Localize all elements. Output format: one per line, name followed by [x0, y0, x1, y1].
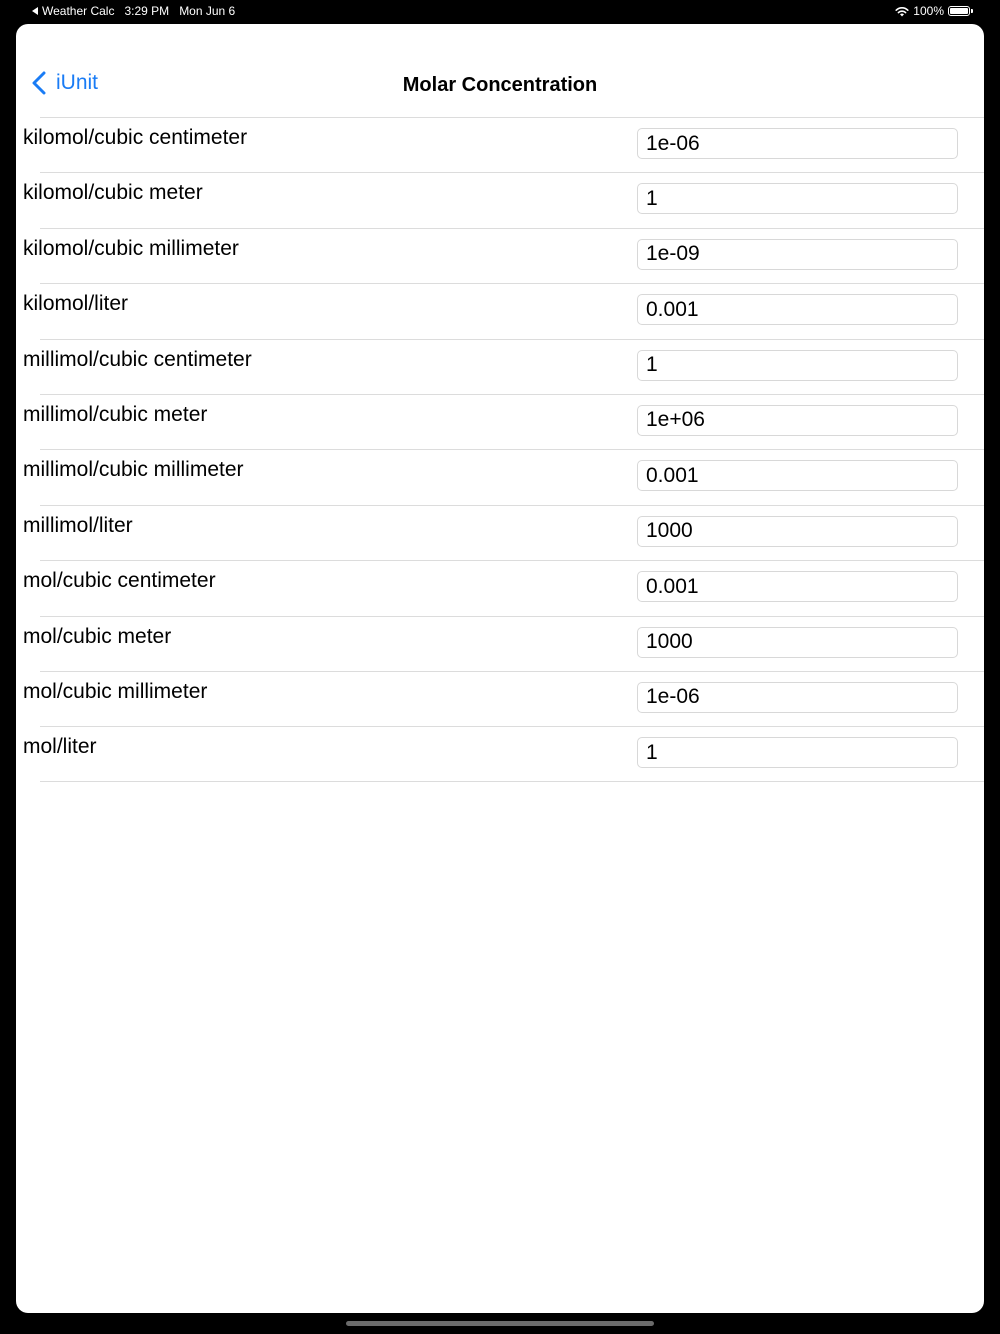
status-right [895, 4, 970, 18]
unit-label: mol/cubic centimeter [23, 569, 216, 593]
unit-row [23, 394, 984, 449]
unit-list [16, 117, 984, 782]
unit-label: millimol/cubic meter [23, 402, 208, 426]
unit-label: mol/cubic millimeter [23, 679, 208, 703]
unit-label: mol/liter [23, 735, 97, 759]
battery-percent: 100% [913, 4, 944, 18]
unit-value-input[interactable] [637, 350, 958, 381]
unit-row [23, 671, 984, 726]
unit-row [23, 449, 984, 504]
unit-label: kilomol/liter [23, 292, 129, 316]
unit-label: millimol/cubic millimeter [23, 458, 244, 482]
unit-label: mol/cubic meter [23, 624, 172, 648]
status-date: Mon Jun 6 [179, 4, 236, 18]
unit-row [23, 616, 984, 671]
back-to-app-label[interactable]: Weather Calc [42, 4, 115, 18]
home-indicator[interactable] [346, 1321, 654, 1326]
unit-row [23, 117, 984, 172]
unit-row [23, 228, 984, 283]
unit-value-input[interactable] [637, 128, 958, 159]
unit-label: kilomol/cubic meter [23, 181, 203, 205]
modal-sheet [16, 24, 984, 1313]
status-left[interactable] [32, 4, 235, 18]
unit-value-input[interactable] [637, 627, 958, 658]
wifi-icon [895, 6, 909, 17]
status-bar [0, 0, 1000, 24]
unit-row [23, 283, 984, 338]
unit-row [23, 726, 984, 781]
unit-value-input[interactable] [637, 183, 958, 214]
unit-label: kilomol/cubic millimeter [23, 236, 239, 260]
unit-value-input[interactable] [637, 737, 958, 768]
unit-row [23, 172, 984, 227]
unit-value-input[interactable] [637, 460, 958, 491]
battery-tip [971, 9, 973, 13]
unit-value-input[interactable] [637, 294, 958, 325]
navigation-bar [16, 24, 984, 117]
unit-label: millimol/cubic centimeter [23, 347, 252, 371]
unit-row [23, 560, 984, 615]
unit-value-input[interactable] [637, 405, 958, 436]
unit-value-input[interactable] [637, 516, 958, 547]
status-time: 3:29 PM [124, 4, 170, 18]
unit-row [23, 339, 984, 394]
battery-icon [948, 6, 970, 16]
unit-value-input[interactable] [637, 682, 958, 713]
unit-value-input[interactable] [637, 239, 958, 270]
back-to-app-icon [32, 7, 38, 15]
unit-label: millimol/liter [23, 513, 133, 537]
battery-fill [950, 8, 968, 14]
page-title: Molar Concentration [402, 74, 598, 96]
unit-row [23, 505, 984, 560]
unit-label: kilomol/cubic centimeter [23, 126, 248, 149]
back-button-label[interactable]: iUnit [56, 71, 99, 94]
unit-value-input[interactable] [637, 571, 958, 602]
